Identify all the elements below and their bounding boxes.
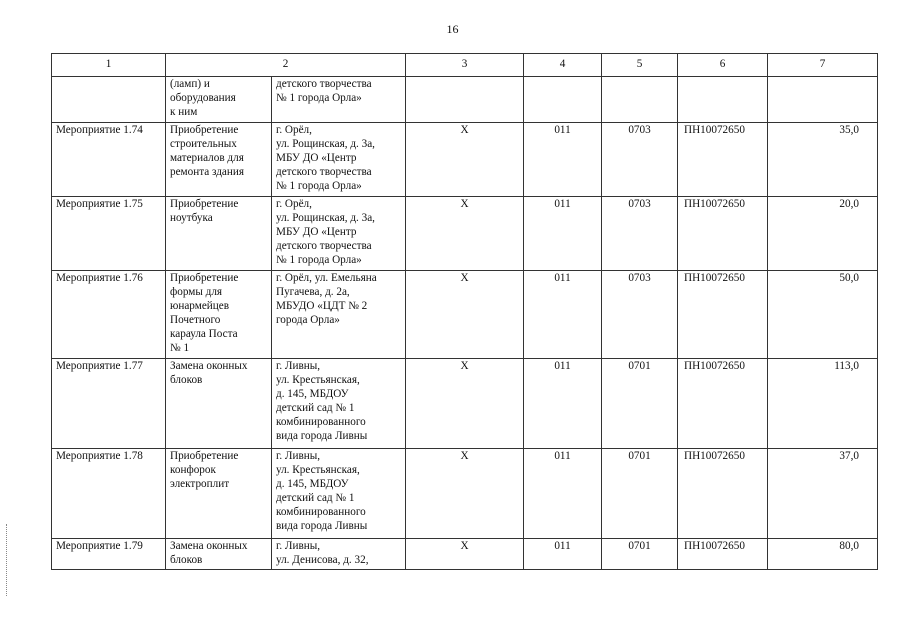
description-cell: Приобретение конфорок электроплит [166, 449, 272, 539]
description-cell: Приобретение ноутбука [166, 197, 272, 271]
table-header-row [52, 54, 878, 77]
amount-cell: 50,0 [768, 271, 878, 359]
address-cell: г. Орёл, ул. Рощинская, д. 3а, МБУ ДО «Центр детского творчества № 1 города Орла» [272, 197, 406, 271]
col5-cell: 0703 [602, 123, 678, 197]
code-cell [678, 77, 768, 123]
code-cell: ПН10072650 [678, 539, 768, 570]
col3-cell: Х [406, 539, 524, 570]
col4-cell: 011 [524, 449, 602, 539]
table-row [52, 539, 878, 570]
event-cell: Мероприятие 1.74 [52, 123, 166, 197]
header-col-7: 7 [768, 54, 878, 77]
col5-cell: 0703 [602, 271, 678, 359]
event-cell: Мероприятие 1.79 [52, 539, 166, 570]
amount-cell: 113,0 [768, 359, 878, 449]
col5-cell: 0701 [602, 449, 678, 539]
col4-cell [524, 77, 602, 123]
description-cell: Замена оконных блоков [166, 359, 272, 449]
event-cell: Мероприятие 1.76 [52, 271, 166, 359]
header-col-4: 4 [524, 54, 602, 77]
event-cell [52, 77, 166, 123]
amount-cell [768, 77, 878, 123]
code-cell: ПН10072650 [678, 449, 768, 539]
header-col-5: 5 [602, 54, 678, 77]
budget-table [51, 53, 878, 570]
page-number: 16 [446, 22, 459, 36]
col5-cell [602, 77, 678, 123]
header-col-2: 2 [166, 54, 406, 77]
col4-cell: 011 [524, 359, 602, 449]
table-row [52, 77, 878, 123]
address-cell: г. Ливны, ул. Крестьянская, д. 145, МБДОУ детский сад № 1 комбинированного вида города Ливны [272, 359, 406, 449]
col4-cell: 011 [524, 197, 602, 271]
description-cell: Приобретение формы для юнармейцев Почетного караула Поста № 1 [166, 271, 272, 359]
scan-edge-mark [6, 524, 8, 596]
col3-cell: Х [406, 271, 524, 359]
table-row [52, 197, 878, 271]
event-cell: Мероприятие 1.75 [52, 197, 166, 271]
amount-cell: 20,0 [768, 197, 878, 271]
col4-cell: 011 [524, 123, 602, 197]
code-cell: ПН10072650 [678, 197, 768, 271]
address-cell: детского творчества № 1 города Орла» [272, 77, 406, 123]
col3-cell: Х [406, 197, 524, 271]
col3-cell: Х [406, 123, 524, 197]
amount-cell: 80,0 [768, 539, 878, 570]
address-cell: г. Орёл, ул. Емельяна Пугачева, д. 2а, МБУДО «ЦДТ № 2 города Орла» [272, 271, 406, 359]
col4-cell: 011 [524, 539, 602, 570]
col5-cell: 0701 [602, 359, 678, 449]
col3-cell: Х [406, 359, 524, 449]
address-cell: г. Орёл, ул. Рощинская, д. 3а, МБУ ДО «Центр детского творчества № 1 города Орла» [272, 123, 406, 197]
code-cell: ПН10072650 [678, 123, 768, 197]
description-cell: (ламп) и оборудования к ним [166, 77, 272, 123]
table-row [52, 271, 878, 359]
col5-cell: 0703 [602, 197, 678, 271]
address-cell: г. Ливны, ул. Крестьянская, д. 145, МБДОУ детский сад № 1 комбинированного вида города Ливны [272, 449, 406, 539]
header-col-6: 6 [678, 54, 768, 77]
table-row [52, 123, 878, 197]
code-cell: ПН10072650 [678, 359, 768, 449]
header-col-1: 1 [52, 54, 166, 77]
description-cell: Приобретение строительных материалов для ремонта здания [166, 123, 272, 197]
description-cell: Замена оконных блоков [166, 539, 272, 570]
event-cell: Мероприятие 1.78 [52, 449, 166, 539]
address-cell: г. Ливны, ул. Денисова, д. 32, [272, 539, 406, 570]
table-row [52, 449, 878, 539]
amount-cell: 37,0 [768, 449, 878, 539]
col5-cell: 0701 [602, 539, 678, 570]
col3-cell [406, 77, 524, 123]
col3-cell: Х [406, 449, 524, 539]
amount-cell: 35,0 [768, 123, 878, 197]
table-row [52, 359, 878, 449]
event-cell: Мероприятие 1.77 [52, 359, 166, 449]
col4-cell: 011 [524, 271, 602, 359]
code-cell: ПН10072650 [678, 271, 768, 359]
header-col-3: 3 [406, 54, 524, 77]
